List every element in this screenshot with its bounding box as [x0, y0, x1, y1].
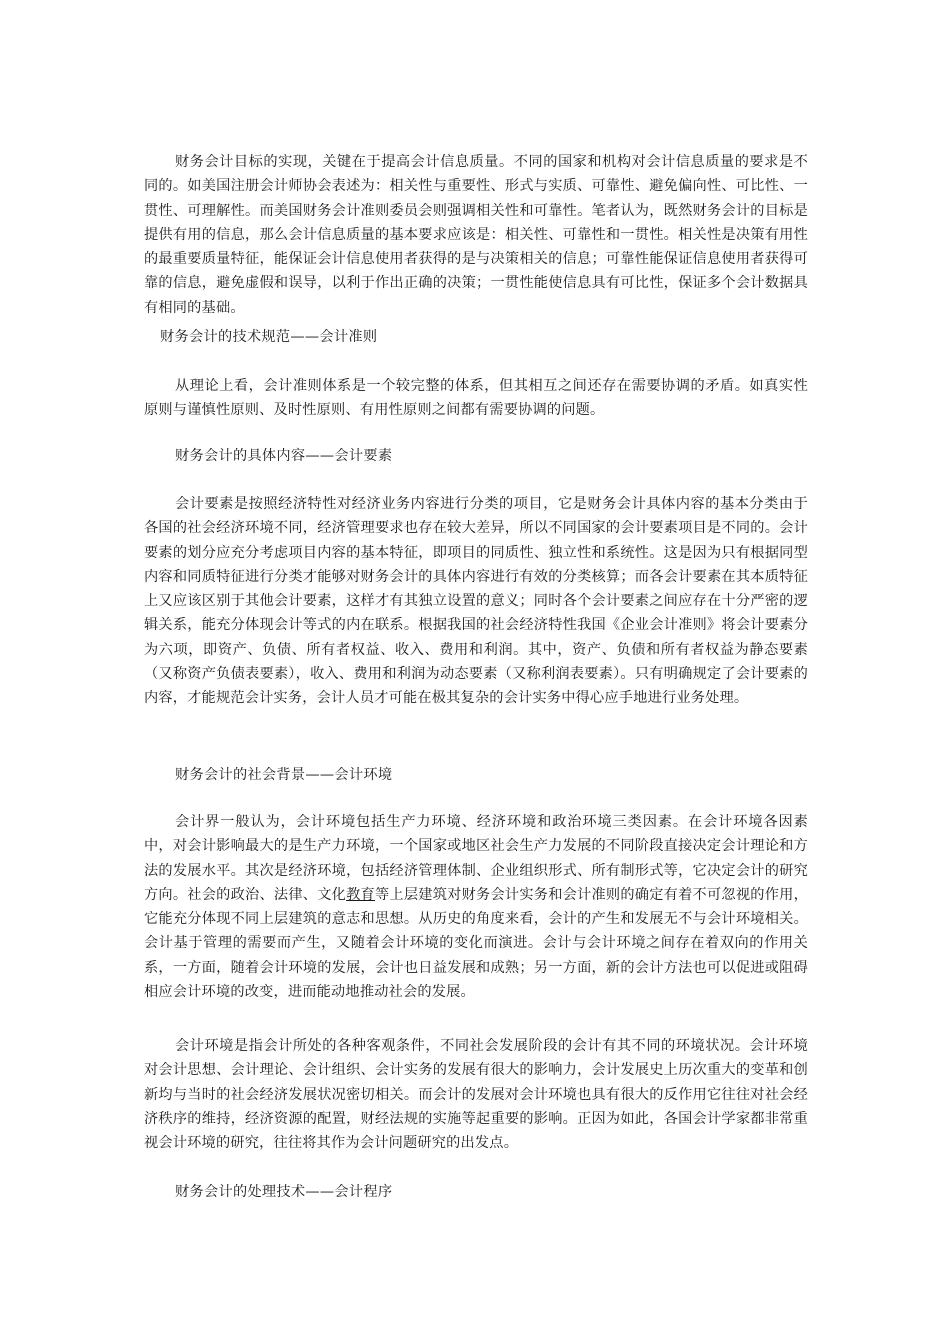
education-link[interactable]: 教育: [346, 886, 375, 903]
section-heading-accounting-environment: 财务会计的社会背景——会计环境: [175, 767, 393, 783]
paragraph-text-start: 会计界一般认为，会计环境包括生产力环境、经济环境和政治环境三类因素。在会计环境各因素中，对会计影响最大的是生产力环境，一个国家或地区社会生产力发展的不同阶段直接决定会计理论和方法的发展水平。其次是经济环境，包括经济管理体制、企业组织形式、所有制形式等，它决定会计的研究方向。社会的政治、法律、文化: [144, 814, 808, 903]
paragraph-text-end: 等上层建筑对财务会计实务和会计准则的确定有着不可忽视的作用，它能充分体现不同上层建筑的意志和思想。从历史的角度来看，会计的产生和发展无不与会计环境相关。会计基于管理的需要而产生，又随着会计环境的变化而演进。会计与会计环境之间存在着双向的作用关系，一方面，随着会计环境的发展，会计也日益发展和成熟；另一方面，新的会计方法也可以促进或阻碍相应会计环境的改变，进而能动地推动社会的发展。: [144, 886, 808, 1001]
section-heading-accounting-procedures: 财务会计的处理技术——会计程序: [175, 1184, 393, 1200]
paragraph-accounting-elements: 会计要素是按照经济特性对经济业务内容进行分类的项目，它是财务会计具体内容的基本分类由于各国的社会经济环境不同，经济管理要求也存在较大差异，所以不同国家的会计要素项目是不同的。会计要素的划分应充分考虑项目内容的基本特征，即项目的同质性、独立性和系统性。这是因为只有根据同型内容和同质特征进行分类才能够对财务会计的具体内容进行有效的分类核算；而各会计要素在其本质特征上又应该区别于其他会计要素，这样才有其独立设置的意义；同时各个会计要素之间应存在十分严密的逻辑关系，能充分体现会计等式的内在联系。根据我国的社会经济特性我国《企业会计准则》将会计要素分为六项，即资产、负债、所有者权益、收入、费用和利润。其中，资产、负债和所有者权益为静态要素（又称资产负债表要素），收入、费用和利润为动态要素（又称利润表要素）。只有明确规定了会计要素的内容，才能规范会计实务，会计人员才可能在极其复杂的会计实务中得心应手地进行业务处理。: [144, 496, 808, 707]
section-heading-accounting-standards: 财务会计的技术规范——会计准则: [160, 329, 378, 345]
paragraph-environment-definition: 会计环境是指会计所处的各种客观条件，不同社会发展阶段的会计有其不同的环境状况。会计环境对会计思想、会计理论、会计组织、会计实务的发展有很大的影响力，会计发展史上历次重大的变革和创新均与当时的社会经济发展状况密切相关。而会计的发展对会计环境也具有很大的反作用它往往对社会经济秩序的维持，经济资源的配置，财经法规的实施等起重要的影响。正因为如此，各国会计学家都非常重视会计环境的研究，往往将其作为会计问题研究的出发点。: [144, 1038, 808, 1152]
paragraph-quality-objectives: 财务会计目标的实现，关键在于提高会计信息质量。不同的国家和机构对会计信息质量的要求是不同的。如美国注册会计师协会表述为：相关性与重要性、形式与实质、可靠性、避免偏向性、可比性、一贯性、可理解性。而美国财务会计准则委员会则强调相关性和可靠性。笔者认为，既然财务会计的目标是提供有用的信息，那么会计信息质量的基本要求应该是：相关性、可靠性和一贯性。相关性是决策有用性的最重要质量特征，能保证会计信息使用者获得的是与决策相关的信息；可靠性能保证信息使用者获得可靠的信息，避免虚假和误导，以利于作出正确的决策；一贯性能使信息具有可比性，保证多个会计数据具有相同的基础。: [144, 154, 808, 316]
section-heading-accounting-elements: 财务会计的具体内容——会计要素: [175, 448, 393, 464]
paragraph-standards-system: 从理论上看，会计准则体系是一个较完整的体系，但其相互之间还存在需要协调的矛盾。如真实性原则与谨慎性原则、及时性原则、有用性原则之间都有需要协调的问题。: [144, 378, 808, 419]
paragraph-environment-factors: [144, 810, 808, 1004]
